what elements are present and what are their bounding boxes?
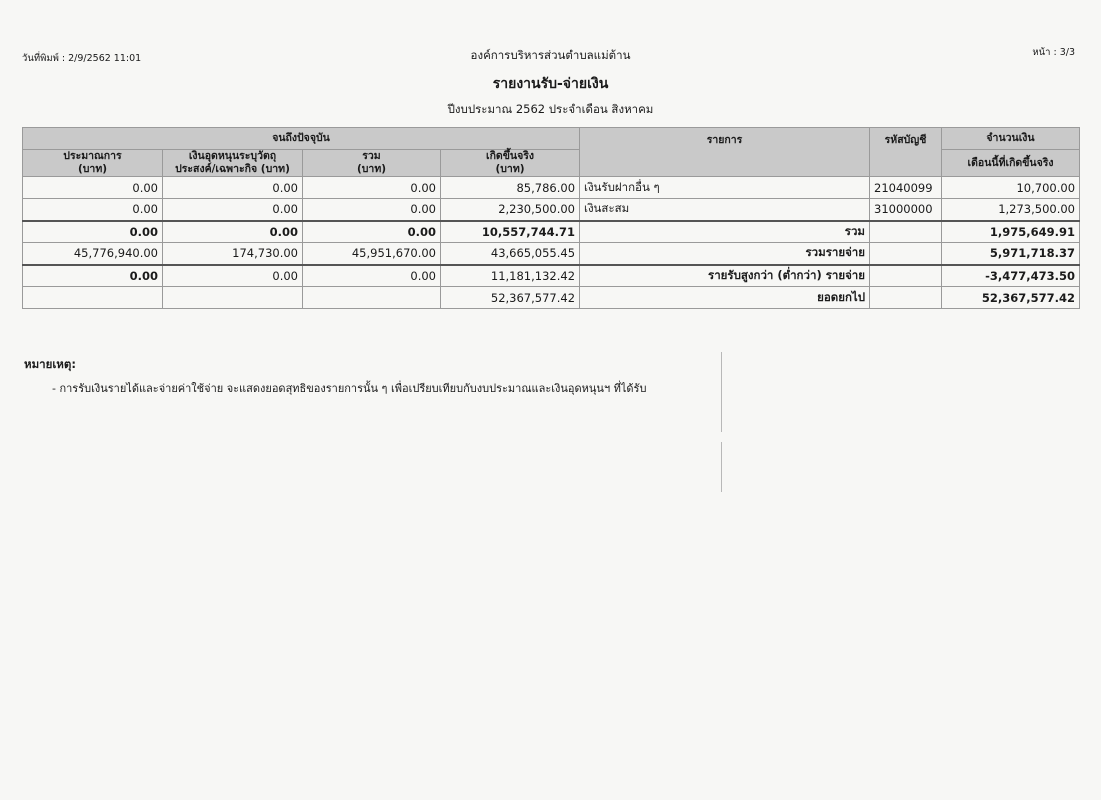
header-item: รายการ (580, 128, 870, 177)
cell-estimate (23, 287, 163, 309)
table-row-subtotal (23, 221, 1080, 243)
cell-subsidy: 0.00 (163, 265, 303, 287)
cell-total: 0.00 (303, 177, 441, 199)
report-title: รายงานรับ-จ่ายเงิน (492, 76, 609, 92)
cell-item: ยอดยกไป (580, 287, 870, 309)
table-row (23, 199, 1080, 221)
cell-total: 45,951,670.00 (303, 243, 441, 265)
cell-amount: 52,367,577.42 (942, 287, 1080, 309)
table-row-surplus (23, 265, 1080, 287)
cell-actual: 43,665,055.45 (441, 243, 580, 265)
cell-amount: -3,477,473.50 (942, 265, 1080, 287)
report-table (22, 127, 1080, 309)
cell-subsidy (163, 287, 303, 309)
cell-total: 0.00 (303, 199, 441, 221)
cell-amount: 1,975,649.91 (942, 221, 1080, 243)
scan-artifact-line (721, 352, 722, 432)
cell-account-code: 31000000 (870, 199, 942, 221)
cell-subsidy: 0.00 (163, 177, 303, 199)
cell-actual: 85,786.00 (441, 177, 580, 199)
cell-estimate: 0.00 (23, 177, 163, 199)
cell-total (303, 287, 441, 309)
header-amount-month: เดือนนี้ที่เกิดขึ้นจริง (942, 150, 1080, 177)
cell-account-code: 21040099 (870, 177, 942, 199)
cell-item: เงินสะสม (580, 199, 870, 221)
cell-amount: 1,273,500.00 (942, 199, 1080, 221)
cell-amount: 5,971,718.37 (942, 243, 1080, 265)
cell-subsidy: 0.00 (163, 199, 303, 221)
table-row (23, 177, 1080, 199)
header-account-code: รหัสบัญชี (870, 128, 942, 177)
cell-total: 0.00 (303, 221, 441, 243)
table-row-carried-forward (23, 287, 1080, 309)
cell-actual: 2,230,500.00 (441, 199, 580, 221)
cell-total: 0.00 (303, 265, 441, 287)
cell-estimate: 0.00 (23, 199, 163, 221)
header-total: รวม (บาท) (303, 150, 441, 177)
print-date: วันที่พิมพ์ : 2/9/2562 11:01 (22, 53, 142, 64)
cell-amount: 10,700.00 (942, 177, 1080, 199)
notes-heading: หมายเหตุ: (24, 357, 76, 371)
cell-item: เงินรับฝากอื่น ๆ (580, 177, 870, 199)
cell-estimate: 0.00 (23, 265, 163, 287)
cell-account-code (870, 243, 942, 265)
cell-item: รวมรายจ่าย (580, 243, 870, 265)
cell-actual: 52,367,577.42 (441, 287, 580, 309)
page-number: หน้า : 3/3 (1032, 47, 1075, 58)
cell-estimate: 0.00 (23, 221, 163, 243)
cell-account-code (870, 287, 942, 309)
header-to-date: จนถึงปัจจุบัน (23, 128, 580, 150)
header-estimate: ประมาณการ (บาท) (23, 150, 163, 177)
cell-subsidy: 0.00 (163, 221, 303, 243)
scan-artifact-line (721, 442, 722, 492)
cell-account-code (870, 221, 942, 243)
header-amount: จำนวนเงิน (942, 128, 1080, 150)
cell-item: รายรับสูงกว่า (ต่ำกว่า) รายจ่าย (580, 265, 870, 287)
cell-subsidy: 174,730.00 (163, 243, 303, 265)
note-line: - การรับเงินรายได้และจ่ายค่าใช้จ่าย จะแสดงยอดสุทธิของรายการนั้น ๆ เพื่อเปรียบเทียบกับงบประมาณและเงินอุดหนุนฯ ที่ได้รับ (52, 382, 647, 395)
cell-item: รวม (580, 221, 870, 243)
header-actual: เกิดขึ้นจริง (บาท) (441, 150, 580, 177)
cell-estimate: 45,776,940.00 (23, 243, 163, 265)
report-subtitle: ปีงบประมาณ 2562 ประจำเดือน สิงหาคม (447, 102, 654, 116)
cell-account-code (870, 265, 942, 287)
cell-actual: 10,557,744.71 (441, 221, 580, 243)
organization-name: องค์การบริหารส่วนตำบลแม่ต้าน (470, 48, 631, 62)
cell-actual: 11,181,132.42 (441, 265, 580, 287)
table-row-total-expense (23, 243, 1080, 265)
header-subsidy: เงินอุดหนุนระบุวัตถุ ประสงค์/เฉพาะกิจ (บาท) (163, 150, 303, 177)
